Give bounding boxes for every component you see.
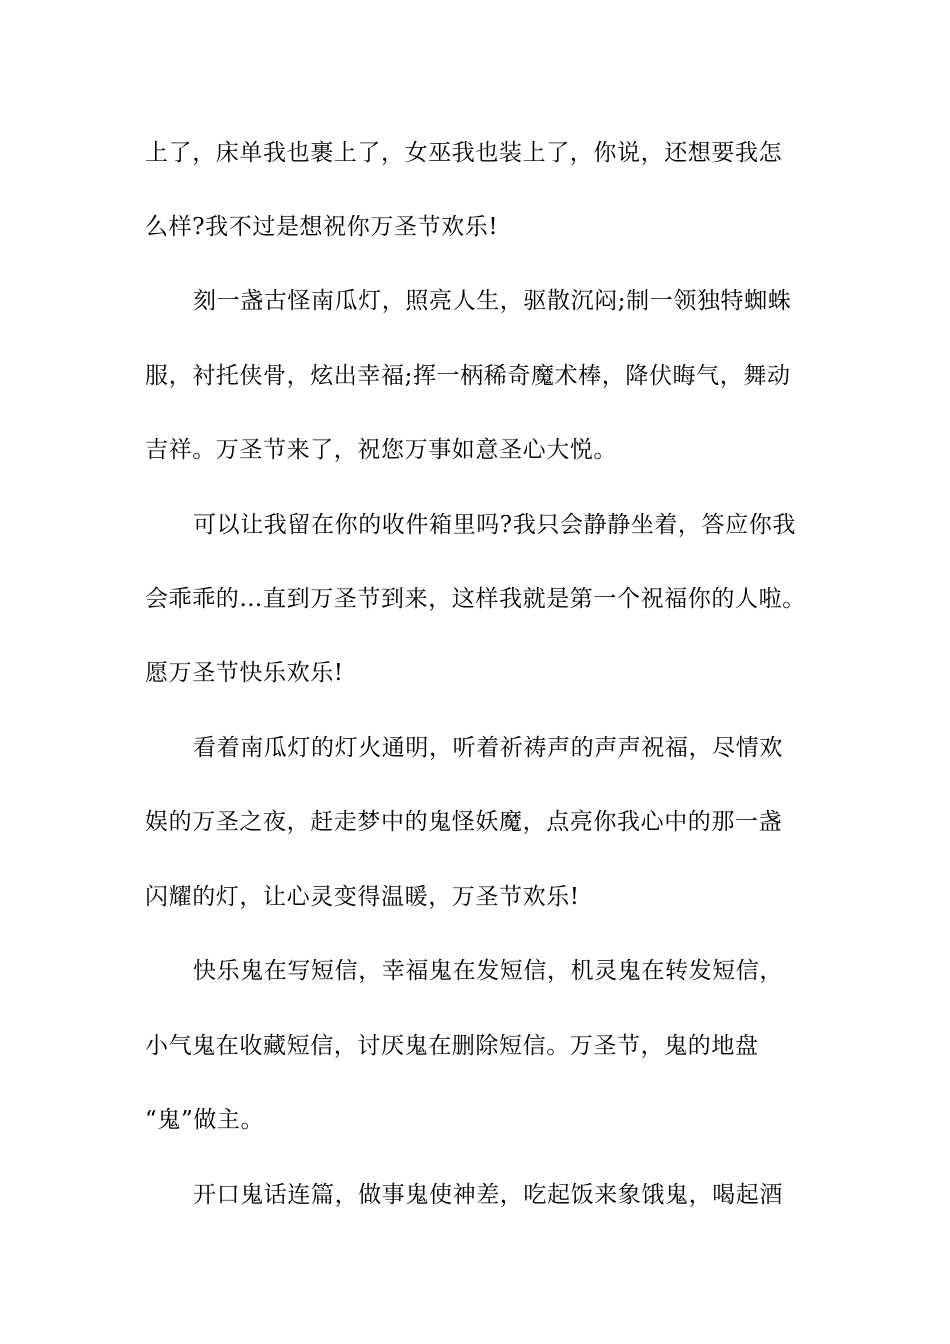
text-line: 开口鬼话连篇，做事鬼使神差，吃起饭来象饿鬼，喝起酒 bbox=[193, 1182, 783, 1208]
text-line: 快乐鬼在写短信，幸福鬼在发短信，机灵鬼在转发短信， bbox=[193, 958, 783, 984]
text-line: 上了，床单我也裹上了，女巫我也装上了，你说，还想要我怎 bbox=[145, 140, 783, 166]
text-line: 愿万圣节快乐欢乐! bbox=[145, 660, 344, 686]
text-line: 服，衬托侠骨，炫出幸福;挥一柄稀奇魔术棒，降伏晦气，舞动 bbox=[145, 363, 791, 389]
text-line: 吉祥。万圣节来了，祝您万事如意圣心大悦。 bbox=[145, 437, 617, 463]
text-line: 会乖乖的…直到万圣节到来，这样我就是第一个祝福你的人啦。 bbox=[145, 586, 806, 612]
text-line: 娱的万圣之夜，赶走梦中的鬼怪妖魔，点亮你我心中的那一盏 bbox=[145, 809, 783, 835]
text-line: “鬼”做主。 bbox=[145, 1107, 265, 1133]
text-line: 么样?我不过是想祝你万圣节欢乐! bbox=[145, 214, 499, 240]
text-line: 小气鬼在收藏短信，讨厌鬼在删除短信。万圣节，鬼的地盘 bbox=[145, 1033, 759, 1059]
text-line: 可以让我留在你的收件箱里吗?我只会静静坐着，答应你我 bbox=[193, 512, 796, 538]
text-line: 闪耀的灯，让心灵变得温暖，万圣节欢乐! bbox=[145, 884, 580, 910]
text-line: 刻一盏古怪南瓜灯，照亮人生，驱散沉闷;制一领独特蜘蛛 bbox=[193, 288, 792, 314]
text-line: 看着南瓜灯的灯火通明，听着祈祷声的声声祝福，尽情欢 bbox=[193, 735, 783, 761]
